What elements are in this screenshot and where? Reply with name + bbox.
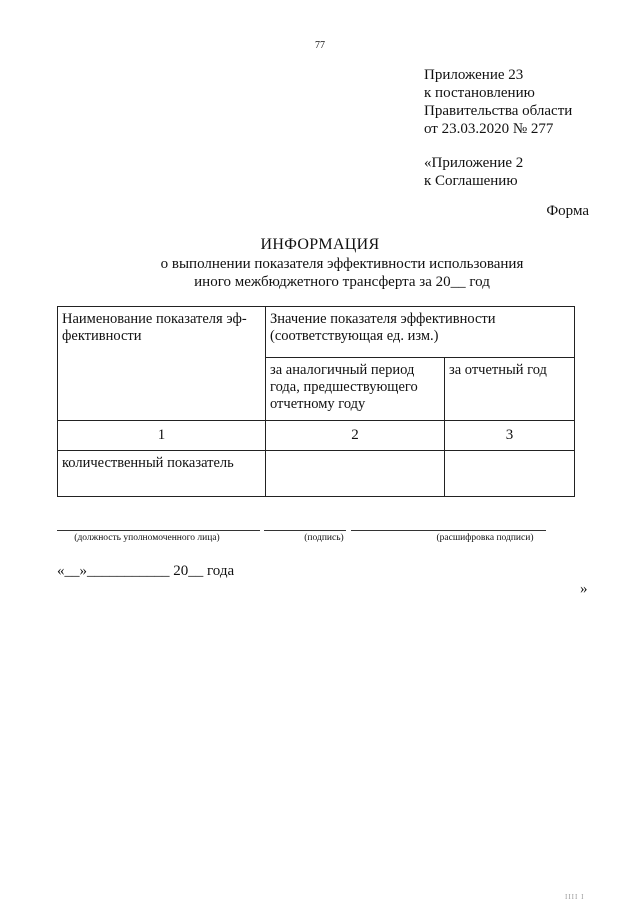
indicator-table: [57, 306, 575, 497]
signature-line: [264, 530, 346, 531]
appendix-line: Правительства области: [424, 103, 573, 119]
column-number: 1: [58, 421, 266, 451]
appendix-line: Приложение 23: [424, 67, 524, 83]
appendix-reference: [424, 66, 572, 138]
row-previous-value: [266, 451, 445, 497]
footer-mark: IIII I: [565, 893, 585, 901]
header-indicator-name: [58, 307, 266, 421]
header-indicator-value: [266, 307, 575, 358]
document-subtitle-line: иного межбюджетного трансферта за 20__ год: [194, 274, 490, 290]
agreement-appendix-reference: [424, 154, 523, 190]
position-caption: (должность уполномоченного лица): [74, 533, 220, 543]
position-signature-line: [57, 530, 260, 531]
agreement-appendix-line: «Приложение 2: [424, 155, 524, 171]
signature-decoding-line: [351, 530, 546, 531]
form-label: Форма: [546, 203, 589, 219]
decoding-caption: (расшифровка подписи): [436, 533, 534, 543]
header-current-year-text: за отчетный год: [449, 362, 547, 378]
header-previous-period: [266, 358, 445, 421]
page-number: 77: [315, 40, 325, 51]
header-indicator-name-text: Наименование показателя эф- фективности: [62, 311, 247, 344]
closing-quote: »: [580, 581, 588, 597]
document-subtitle-line: о выполнении показателя эффективности использования: [160, 256, 524, 272]
appendix-line: к постановлению: [424, 85, 535, 101]
header-previous-period-text: за аналогичный период года, предшествующего отчетному году: [270, 362, 418, 412]
table-row: [58, 451, 575, 497]
document-title: ИНФОРМАЦИЯ: [260, 236, 380, 253]
header-current-year: [445, 358, 575, 421]
column-number: 2: [266, 421, 445, 451]
row-indicator-name: количественный показатель: [58, 451, 266, 497]
date-line: «__»___________ 20__ года: [57, 563, 235, 579]
row-current-value: [445, 451, 575, 497]
signature-caption: (подпись): [304, 533, 344, 543]
column-number: 3: [445, 421, 575, 451]
appendix-line: от 23.03.2020 № 277: [424, 121, 554, 137]
agreement-appendix-line: к Соглашению: [424, 173, 518, 189]
header-indicator-value-text: Значение показателя эффективности (соответствующая ед. изм.): [270, 311, 496, 344]
